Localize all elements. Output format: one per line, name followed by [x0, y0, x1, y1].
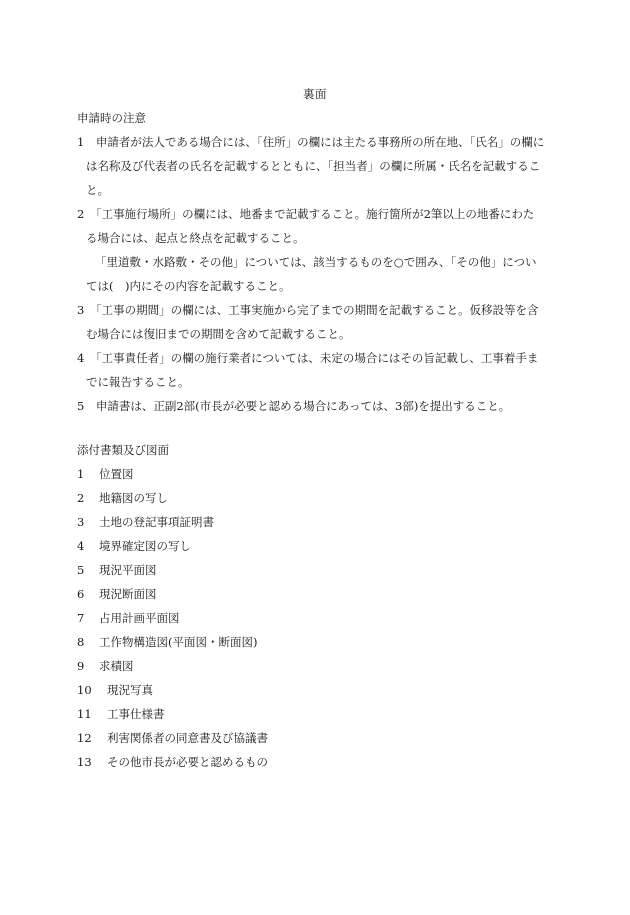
note-line: でに報告すること。 — [86, 375, 190, 389]
list-item — [77, 706, 165, 722]
item-label: その他市長が必要と認めるもの — [107, 755, 268, 769]
page-title: 裏面 — [303, 87, 327, 101]
item-number: 3 — [77, 515, 85, 529]
note-line: 3 「工事の期間」の欄には、工事実施から完了までの期間を記載すること。仮移設等を含 — [77, 303, 539, 317]
list-item — [77, 634, 257, 650]
item-label: 土地の登記事項証明書 — [99, 515, 214, 529]
attachments-heading: 添付書類及び図面 — [77, 443, 169, 457]
list-item — [77, 610, 180, 626]
item-label: 地籍図の写し — [99, 491, 168, 505]
item-label: 現況断面図 — [99, 587, 157, 601]
item-label: 工作物構造図(平面図・断面図) — [99, 635, 258, 649]
item-number: 1 — [77, 467, 85, 481]
note-line: 5 申請書は、正副2部(市長が必要と認める場合にあっては、3部)を提出すること。 — [77, 399, 511, 413]
list-item — [77, 682, 153, 698]
item-number: 6 — [77, 587, 85, 601]
list-item — [77, 562, 157, 578]
item-number: 13 — [77, 755, 92, 769]
note-line: ては( )内にその内容を記載すること。 — [86, 279, 291, 293]
list-item — [77, 514, 214, 530]
list-item — [77, 730, 268, 746]
note-line: は名称及び代表者の氏名を記載するとともに、「担当者」の欄に所属・氏名を記載するこ — [86, 159, 541, 173]
item-label: 工事仕様書 — [107, 707, 165, 721]
item-label: 利害関係者の同意書及び協議書 — [107, 731, 268, 745]
item-number: 9 — [77, 659, 85, 673]
note-line: と。 — [86, 183, 109, 197]
note-line: 「里道敷・水路敷・その他」については、該当するものを○で囲み、「その他」につい — [95, 255, 537, 269]
item-label: 現況平面図 — [99, 563, 157, 577]
list-item — [77, 466, 134, 482]
note-line: る場合には、起点と終点を記載すること。 — [86, 231, 305, 245]
item-number: 8 — [77, 635, 85, 649]
list-item — [77, 754, 268, 770]
item-label: 現況写真 — [107, 683, 153, 697]
item-number: 10 — [77, 683, 92, 697]
item-number: 11 — [77, 707, 92, 721]
item-label: 境界確定図の写し — [99, 539, 191, 553]
note-line: 2 「工事施行場所」の欄には、地番まで記載すること。施行箇所が2筆以上の地番にわた — [77, 207, 535, 221]
list-item — [77, 490, 168, 506]
item-label: 位置図 — [99, 467, 134, 481]
list-item — [77, 658, 134, 674]
notes-heading: 申請時の注意 — [77, 111, 146, 125]
item-number: 5 — [77, 563, 85, 577]
note-line: 4 「工事責任者」の欄の施行業者については、未定の場合にはその旨記載し、工事着手ま — [77, 351, 539, 365]
list-item — [77, 586, 157, 602]
list-item — [77, 538, 191, 554]
note-line: む場合には復旧までの期間を含めて記載すること。 — [86, 327, 351, 341]
note-line: 1 申請者が法人である場合には、「住所」の欄には主たる事務所の所在地、「氏名」の欄に — [77, 135, 545, 149]
item-number: 12 — [77, 731, 92, 745]
item-label: 求積図 — [99, 659, 134, 673]
item-label: 占用計画平面図 — [99, 611, 180, 625]
item-number: 2 — [77, 491, 85, 505]
item-number: 7 — [77, 611, 85, 625]
item-number: 4 — [77, 539, 85, 553]
